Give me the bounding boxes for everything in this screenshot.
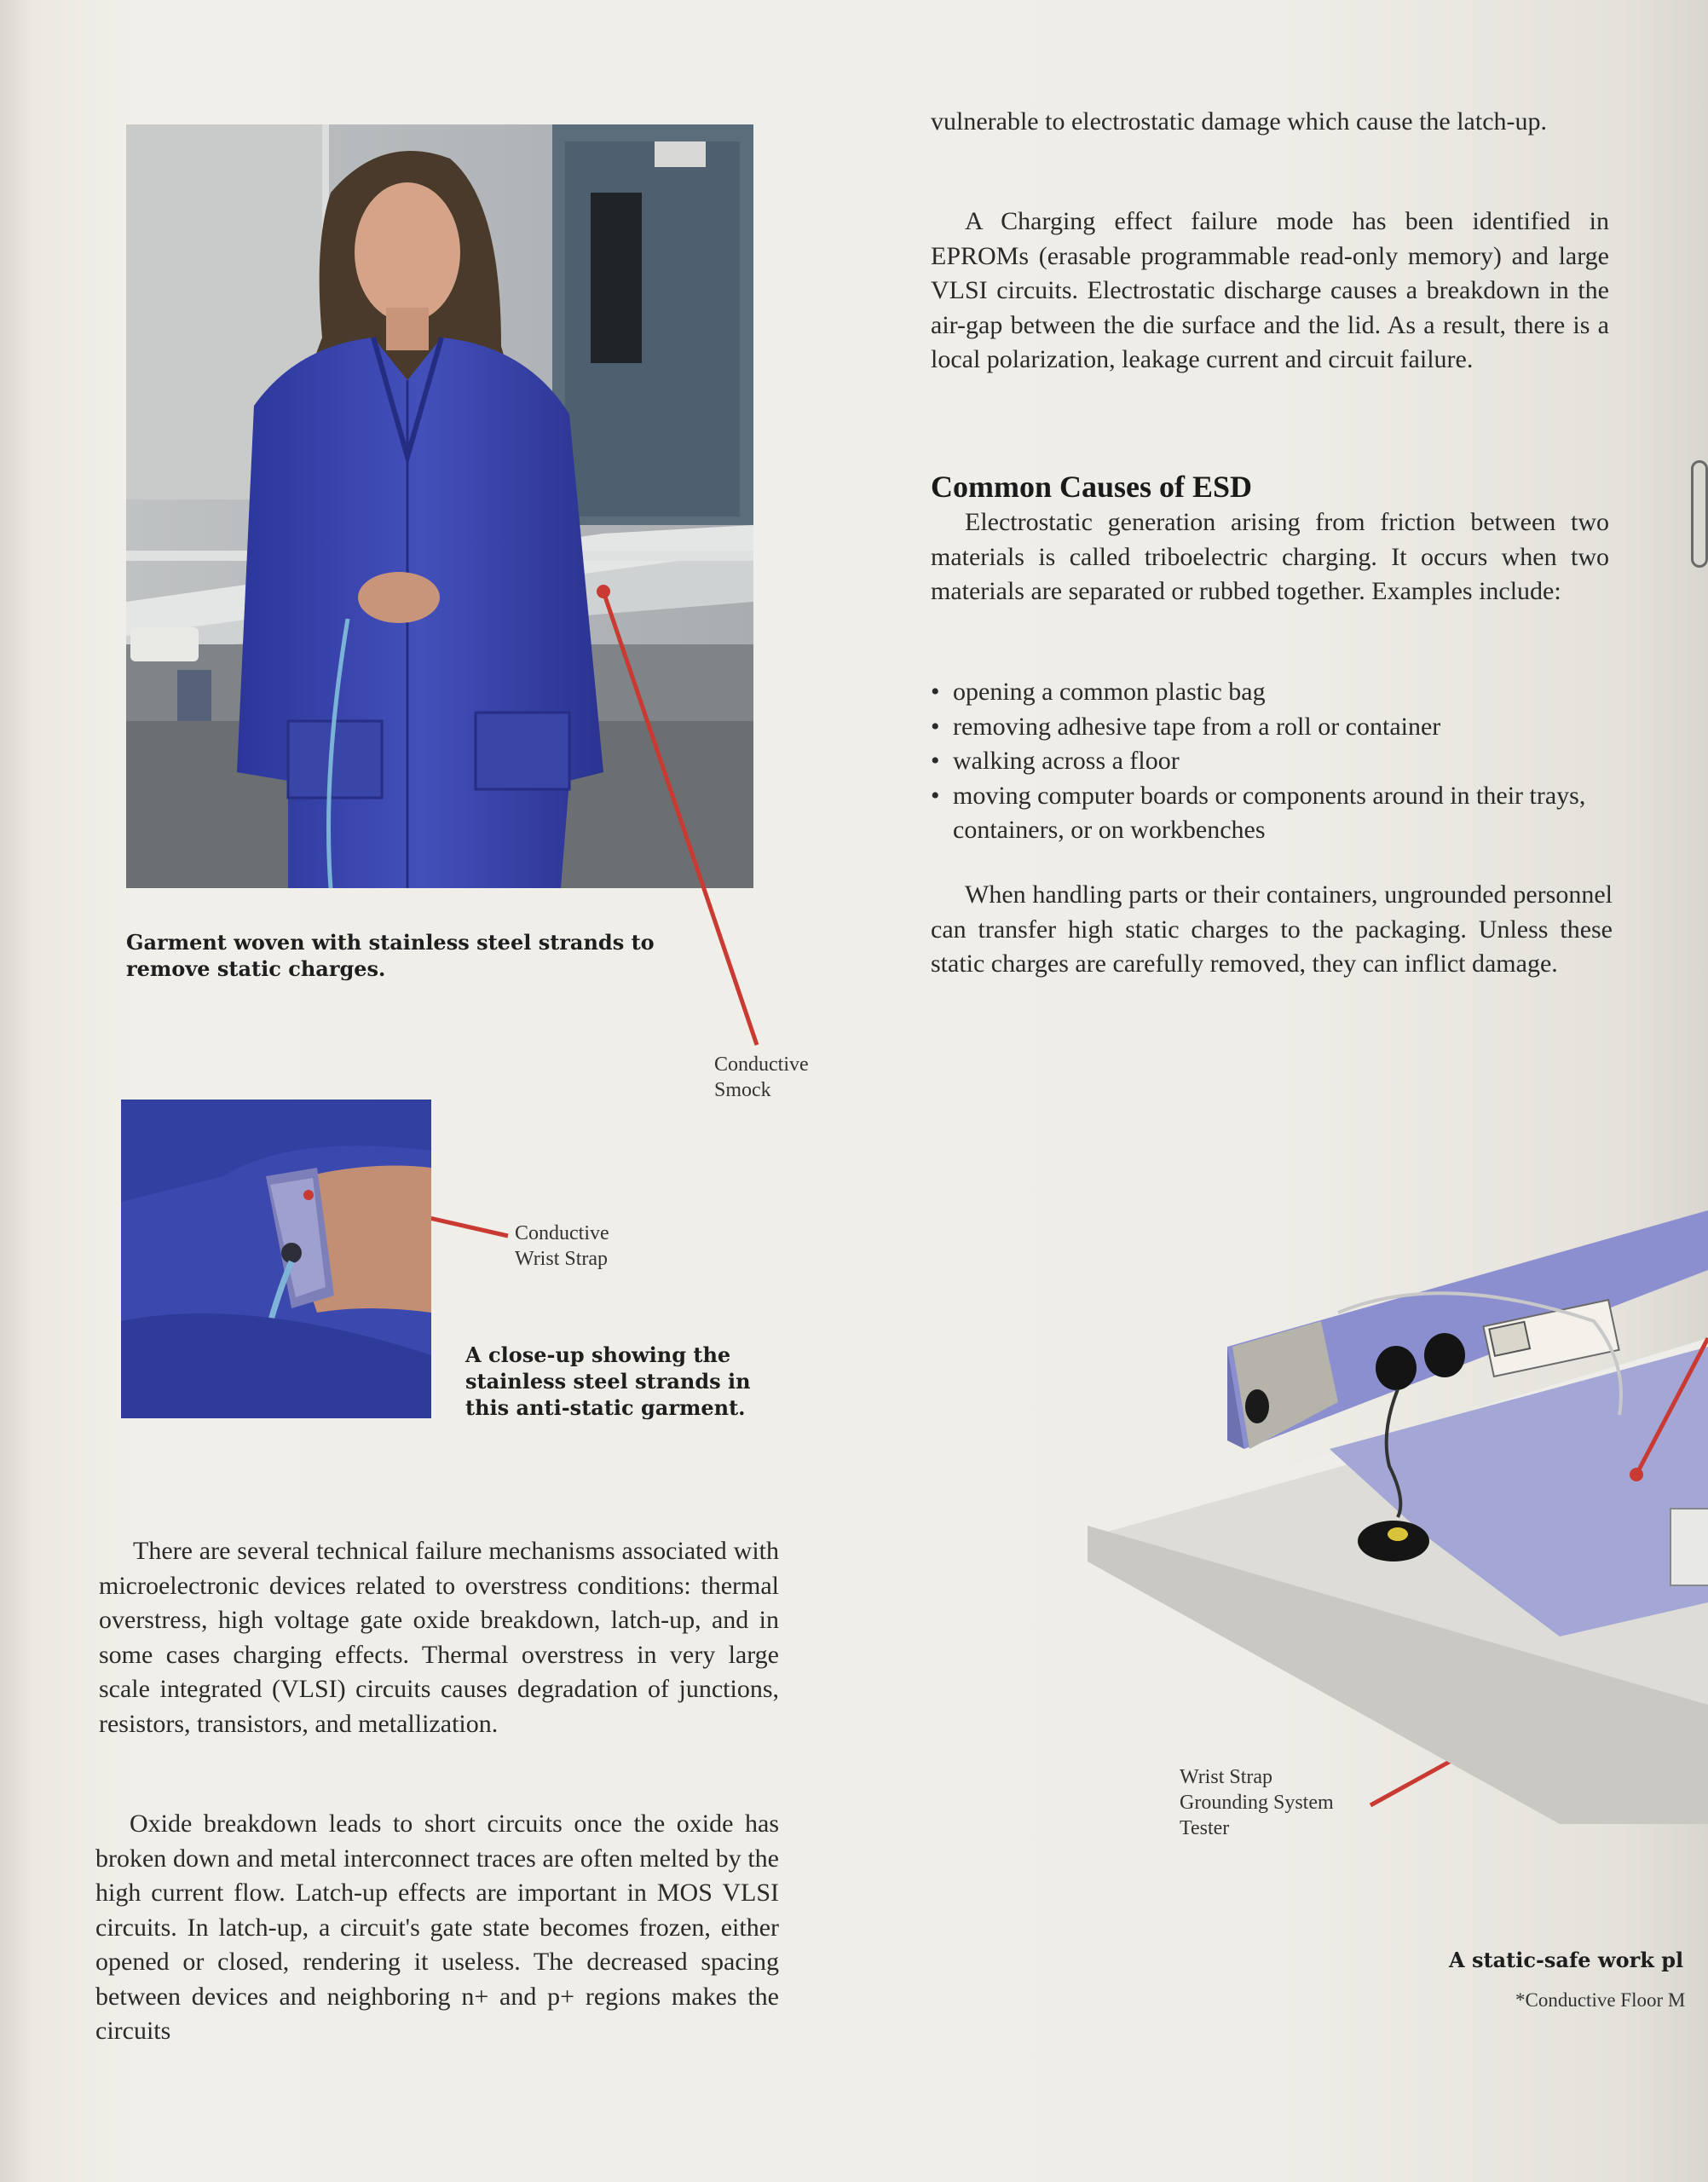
list-item: • walking across a floor: [931, 744, 1613, 779]
oxide-breakdown-paragraph: Oxide breakdown leads to short circuits once the oxide has broken down and metal interconnect traces are often melted by the high current flow. Latch-up effects are important in MOS VLSI circuits. In latch-up, a circuit's gate state becomes frozen, either opened or closed, rendering it useless. The decreased spacing between devices and neighboring n+ and p+ regions makes the circuits: [95, 1810, 779, 2045]
workstation-caption: A static-safe work pl: [1449, 1948, 1684, 1972]
list-item: • opening a common plastic bag: [931, 675, 1613, 710]
list-item: • removing adhesive tape from a roll or container: [931, 710, 1613, 745]
charging-effect-paragraph: A Charging effect failure mode has been identified in EPROMs (erasable programmable read-only memory) and large VLSI circuits. Electrostatic discharge causes a breakdown in the air-gap between the die surface and the lid. As a result, there is a local polarization, leakage current and circuit failure.: [931, 207, 1609, 373]
workstation-photo: [1082, 1193, 1708, 1824]
section-heading: Common Causes of ESD: [931, 470, 1253, 504]
smock-callout-label: Conductive Smock: [714, 1053, 809, 1101]
smock-caption: Garment woven with stainless steel strands to remove static charges.: [126, 930, 655, 981]
handling-paragraph: When handling parts or their containers, ungrounded personnel can transfer high static charges to the packaging. Unless these static charges are carefully removed, they can inflict damage.: [931, 880, 1613, 978]
wrist-strap-photo: [121, 1100, 431, 1418]
failure-mechanisms-paragraph: There are several technical failure mechanisms associated with microelectronic devices related to overstress conditions: thermal overstress, high voltage gate oxide breakdown, latch-up, and in some cases charging effects. Thermal overstress in very large scale integrated (VLSI) circuits causes degradation of junctions, resistors, transistors, and metallization.: [99, 1537, 779, 1738]
wrist-strap-illustration: [121, 1100, 431, 1418]
workstation-footnote: *Conductive Floor M: [1515, 1989, 1686, 2011]
workstation-illustration: [1082, 1193, 1708, 1824]
wrist-callout-label: Conductive Wrist Strap: [515, 1222, 609, 1270]
right-top-paragraph: vulnerable to electrostatic damage which cause the latch-up.: [931, 107, 1548, 136]
binder-ring: [1691, 460, 1708, 568]
tester-callout-label: Wrist Strap Grounding System Tester: [1180, 1766, 1334, 1839]
list-item: • moving computer boards or components around in their trays, containers, or on workbenches: [931, 779, 1613, 848]
causes-intro-paragraph: Electrostatic generation arising from friction between two materials is called triboelectric charging. It occurs when two materials are separated or rubbed together. Examples include:: [931, 508, 1609, 605]
wrist-caption: A close-up showing the stainless steel strands in this anti-static garment.: [465, 1342, 751, 1420]
